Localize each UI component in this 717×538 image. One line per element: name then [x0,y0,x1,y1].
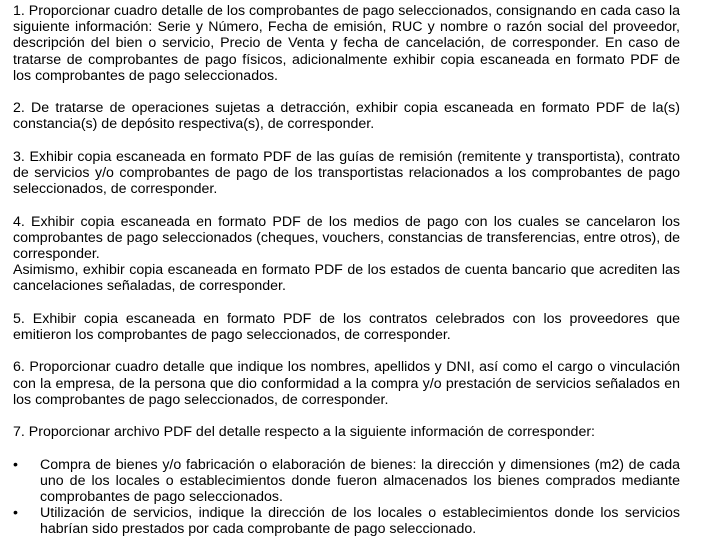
item-7: 7. Proporcionar archivo PDF del detalle respecto a la siguiente información de corresponder: [13,424,595,441]
bullet-item-1 [13,457,680,506]
document-page [13,3,680,538]
bullet-marker: • [13,505,18,522]
item-4-extra: Asimismo, exhibir copia escaneada en formato PDF de los estados de cuenta bancario que acrediten las cancelaciones señaladas, de corresponder. [13,262,680,295]
item-2: 2. De tratarse de operaciones sujetas a detracción, exhibir copia escaneada en formato PDF de la(s) constancia(s) de depósito respectiva(s), de corresponder. [13,100,680,133]
item-4 [13,214,680,295]
bullet-text: Compra de bienes y/o fabricación o elaboración de bienes: la dirección y dimensiones (m2) de cada uno de los locales o establecimientos donde fueron almacenados los bienes comprados mediante comprobantes de pago seleccionados. [40,456,680,505]
bullet-list [13,457,680,538]
bullet-text: Utilización de servicios, indique la dirección de los locales o establecimientos donde los servicios habrían sido prestados por cada comprobante de pago seleccionado. [40,505,680,538]
item-6: 6. Proporcionar cuadro detalle que indique los nombres, apellidos y DNI, así como el cargo o vinculación con la empresa, de la persona que dio conformidad a la compra y/o prestación de servicios señalados en los comprobantes de pago seleccionados, de corresponder. [13,359,680,408]
bullet-item-2 [13,505,680,537]
bullet-marker: • [13,456,18,473]
item-5: 5. Exhibir copia escaneada en formato PDF de los contratos celebrados con los proveedores que emitieron los comprobantes de pago seleccionados, de corresponder. [13,310,680,343]
item-3: 3. Exhibir copia escaneada en formato PDF de las guías de remisión (remitente y transportista), contrato de servicios y/o comprobantes de pago de los transportistas relacionados a los comprobantes de pago seleccionados, de corresponder. [13,148,680,198]
item-4-text: 4. Exhibir copia escaneada en formato PDF de los medios de pago con los cuales se cancelaron los comprobantes de pago seleccionados (cheques, vouchers, constancias de transferencias, entre otros), de corresponder. [13,213,680,262]
item-1: 1. Proporcionar cuadro detalle de los comprobantes de pago seleccionados, consignando en cada caso la siguiente información: Serie y Número, Fecha de emisión, RUC y nombre o razón social del proveedor, descripción del bien o servicio, Precio de Venta y fecha de cancelación, de corresponder. En caso de tratarse de comprobantes de pago físicos, adicionalmente exhibir copia escaneada en formato PDF de los comprobantes de pago seleccionados. [13,3,680,84]
